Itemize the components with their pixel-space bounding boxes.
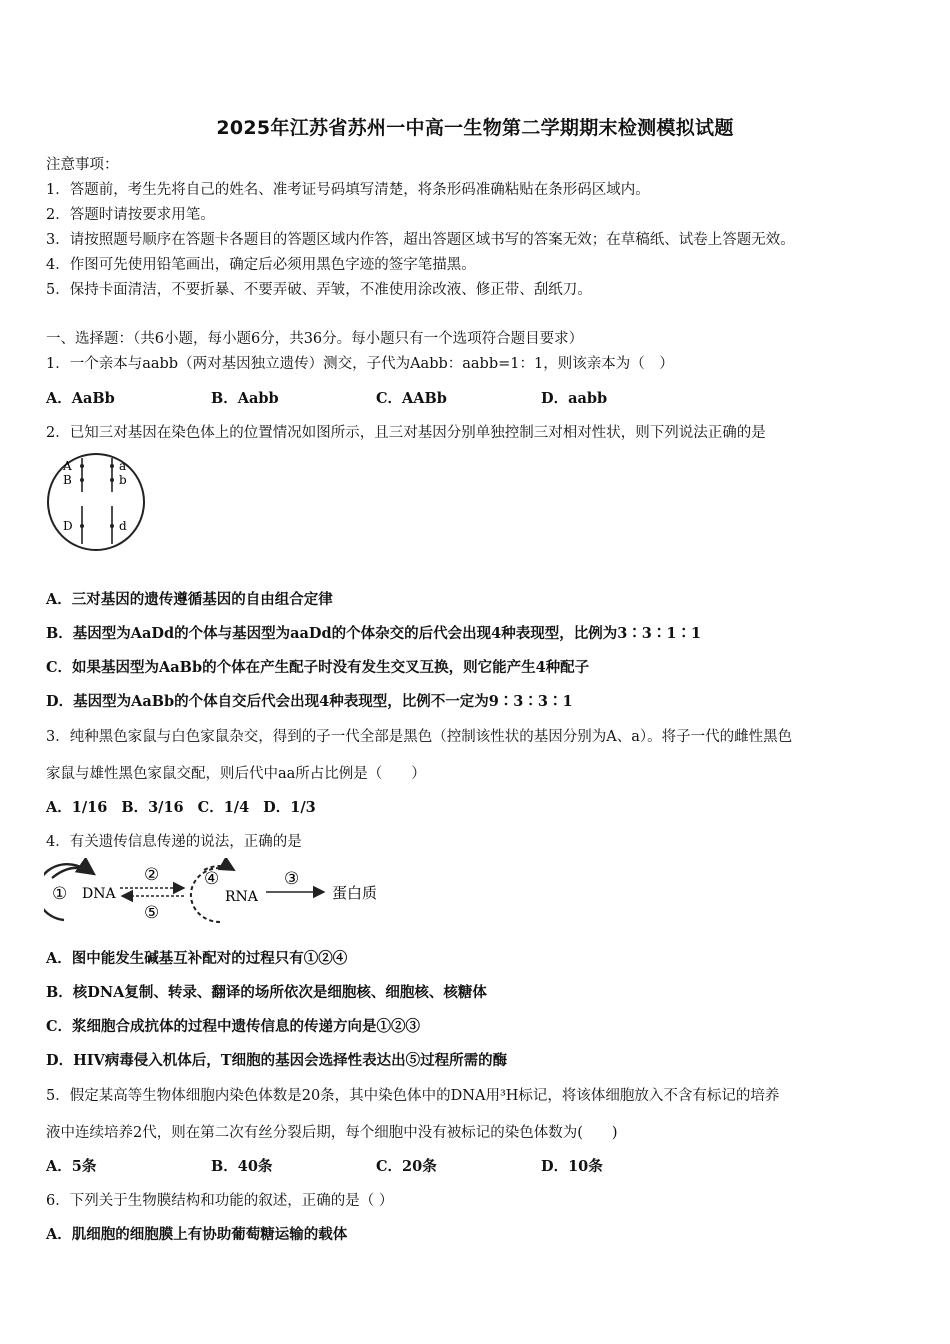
notice-item: 4．作图可先使用铅笔画出，确定后必须用黑色字迹的签字笔描黑。 [46, 257, 476, 273]
gene-locus [110, 524, 114, 528]
q2-option-b: B．基因型为AaDd的个体与基因型为aaDd的个体杂交的后代会出现4种表现型，比例为3∶3∶1∶1 [46, 625, 702, 642]
section-heading: 一、选择题：（共6小题，每小题6分，共36分。每小题只有一个选项符合题目要求） [46, 331, 584, 347]
gene-locus [80, 478, 84, 482]
gene-label: D [63, 519, 73, 533]
q2-stem: 2．已知三对基因在染色体上的位置情况如图所示，且三对基因分别单独控制三对相对性状，则下列说法正确的是 [46, 425, 766, 441]
q6-stem: 6．下列关于生物膜结构和功能的叙述，正确的是（ ） [46, 1193, 394, 1209]
gene-locus [80, 524, 84, 528]
rna-label: RNA [225, 889, 258, 905]
gene-locus [80, 464, 84, 468]
q3-option-b: B．3/16 [121, 799, 184, 816]
q5-options [46, 1155, 706, 1176]
q2-option-d: D．基因型为AaBb的个体自交后代会出现4种表现型，比例不一定为9∶3∶3∶1 [46, 693, 573, 710]
notice-item: 3．请按照题号顺序在答题卡各题目的答题区域内作答，超出答题区域书写的答案无效；在草稿纸、试卷上答题无效。 [46, 232, 795, 248]
q1-stem: 1．一个亲本与aabb（两对基因独立遗传）测交，子代为Aabb：aabb=1：1，则该亲本为（ ） [46, 356, 674, 372]
gene-locus [110, 464, 114, 468]
process-2-label: ② [144, 865, 160, 885]
q1-options [46, 387, 706, 408]
q1-option-b: B．Aabb [211, 390, 279, 407]
q5-option-a: A．5条 [46, 1158, 97, 1175]
process-4-label: ④ [204, 869, 220, 889]
q3-stem-line2: 家鼠与雄性黑色家鼠交配，则后代中aa所占比例是（ ） [46, 766, 426, 782]
q5-option-c: C．20条 [376, 1158, 437, 1175]
process-3-label: ③ [284, 869, 300, 889]
q4-stem: 4．有关遗传信息传递的说法，正确的是 [46, 834, 302, 850]
gene-label: B [63, 473, 72, 487]
q4-option-b: B．核DNA复制、转录、翻译的场所依次是细胞核、细胞核、核糖体 [46, 984, 487, 1001]
q2-option-a: A．三对基因的遗传遵循基因的自由组合定律 [46, 591, 333, 608]
gene-label: b [119, 473, 127, 487]
q5-option-d: D．10条 [541, 1158, 603, 1175]
gene-label: A [63, 459, 72, 473]
gene-label: d [119, 519, 127, 533]
protein-label: 蛋白质 [332, 884, 378, 902]
gene-locus [110, 478, 114, 482]
q3-option-d: D．1/3 [263, 799, 316, 816]
process-5-label: ⑤ [144, 903, 160, 923]
notice-item: 5．保持卡面清洁，不要折暴、不要弄破、弄皱，不准使用涂改液、修正带、刮纸刀。 [46, 282, 592, 298]
page-title: 2025年江苏省苏州一中高一生物第二学期期末检测模拟试题 [216, 117, 734, 139]
process-1-label: ① [52, 884, 68, 904]
q2-option-c: C．如果基因型为AaBb的个体在产生配子时没有发生交叉互换，则它能产生4种配子 [46, 659, 590, 676]
q4-option-d: D．HIV病毒侵入机体后，T细胞的基因会选择性表达出⑤过程所需的酶 [46, 1052, 508, 1069]
q4-option-c: C．浆细胞合成抗体的过程中遗传信息的传递方向是①②③ [46, 1018, 421, 1035]
notice-item: 1．答题前，考生先将自己的姓名、准考证号码填写清楚，将条形码准确粘贴在条形码区域内。 [46, 182, 650, 198]
q6-option-a: A．肌细胞的细胞膜上有协助葡萄糖运输的载体 [46, 1226, 348, 1243]
notice-item: 2．答题时请按要求用笔。 [46, 207, 215, 223]
q3-option-c: C．1/4 [197, 799, 250, 816]
replication-arrowhead [52, 868, 94, 878]
q4-option-a: A．图中能发生碱基互补配对的过程只有①②④ [46, 950, 348, 967]
notice-heading: 注意事项： [46, 157, 119, 173]
q1-option-d: D．aabb [541, 390, 608, 407]
gene-label: a [119, 459, 127, 473]
central-dogma-figure [44, 858, 394, 934]
q5-stem-line1: 5．假定某高等生物体细胞内染色体数是20条，其中染色体中的DNA用³H标记，将该体细胞放入不含有标记的培养 [46, 1088, 780, 1104]
q3-option-a: A．1/16 [46, 799, 108, 816]
q1-option-a: A．AaBb [46, 390, 115, 407]
chromosome-figure [44, 450, 154, 558]
q5-stem-line2: 液中连续培养2代，则在第二次有丝分裂后期，每个细胞中没有被标记的染色体数为( ) [46, 1125, 618, 1141]
q1-option-c: C．AABb [376, 390, 447, 407]
q3-options [46, 796, 316, 817]
q5-option-b: B．40条 [211, 1158, 273, 1175]
dna-label: DNA [82, 886, 116, 902]
q3-stem-line1: 3．纯种黑色家鼠与白色家鼠杂交，得到的子一代全部是黑色（控制该性状的基因分别为A、a）。将子一代的雌性黑色 [46, 729, 793, 745]
